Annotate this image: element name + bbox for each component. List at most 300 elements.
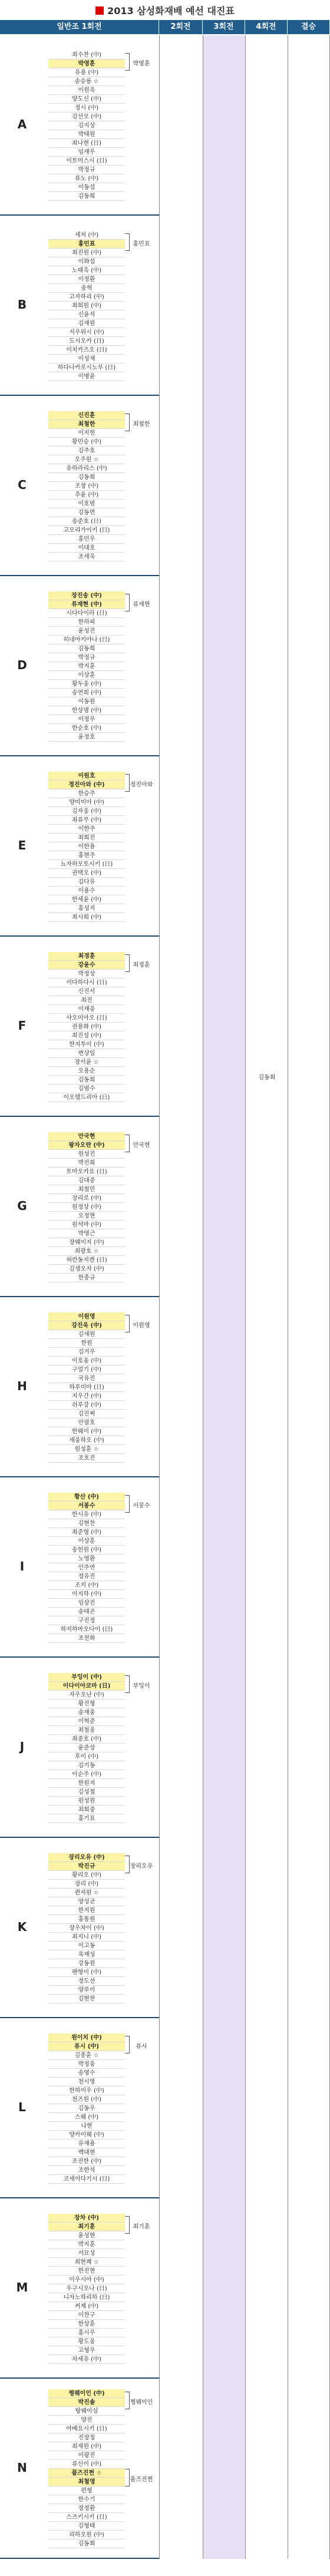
round2-winner: 최기훈 <box>133 2224 150 2230</box>
player-name[interactable]: 김현찬 <box>48 1519 125 1528</box>
column-band <box>245 1117 288 1297</box>
player-name[interactable]: 한수기 <box>48 2495 125 2504</box>
round2-winner: 최경훈 <box>133 962 150 968</box>
group-label: D <box>17 658 27 672</box>
column-band <box>159 1297 203 1477</box>
player-name[interactable]: 이재웅 <box>48 1005 125 1014</box>
player-name[interactable]: 이동섭 <box>48 183 125 192</box>
column-band <box>203 2379 245 2559</box>
player-name[interactable]: 신진훈 <box>48 411 125 420</box>
player-name[interactable]: 최광호 ☆ <box>48 1247 125 1256</box>
player-name[interactable]: 구진정 <box>48 1616 125 1625</box>
column-band <box>288 2379 330 2559</box>
player-name[interactable]: 정유진 <box>48 1572 125 1581</box>
player-name[interactable]: 송승룡 ☆ <box>48 77 125 86</box>
player-name[interactable]: 하다나카로시노부 (日) <box>48 363 125 372</box>
player-name[interactable]: 최재원 (中) <box>48 2442 125 2451</box>
player-name[interactable]: 양카이웨 (中) <box>48 2131 125 2139</box>
player-name[interactable]: 신진서 <box>48 987 125 996</box>
player-name[interactable]: 노태욱 (中) <box>48 266 125 275</box>
player-name[interactable]: 조호진 <box>48 1454 125 1463</box>
player-name[interactable]: 스웨 (中) <box>48 2113 125 2122</box>
player-name[interactable]: 편형 <box>48 2486 125 2495</box>
round2-winner: 장리오유 <box>130 1863 153 1870</box>
player-name[interactable]: 이원호 <box>48 772 125 781</box>
player-name[interactable]: 진장칭 <box>48 2433 125 2442</box>
player-name[interactable]: 서봉수 <box>48 1502 125 1510</box>
player-name[interactable]: 이정우 <box>48 715 125 724</box>
player-name[interactable]: 이토미스시 (日) <box>48 157 125 166</box>
group-label: F <box>18 1019 27 1033</box>
player-name[interactable]: 한시유 (中) <box>48 1510 125 1519</box>
player-name[interactable]: 황진형 <box>48 1699 125 1708</box>
round2-winner: 이원영 <box>133 1322 150 1329</box>
column-band <box>159 1477 203 1658</box>
player-name[interactable]: 황산 (中) <box>48 1493 125 1502</box>
player-name[interactable]: 안필호 <box>48 1418 125 1427</box>
player-name[interactable]: 육재성 <box>48 1950 125 1959</box>
bracket-group <box>0 1838 330 2018</box>
player-name[interactable]: 쉬루강 (中) <box>48 1401 125 1410</box>
player-name[interactable]: 황도웅 <box>48 2337 125 2346</box>
column-band <box>288 396 330 576</box>
column-band <box>159 1838 203 2018</box>
player-name[interactable]: 박정규 <box>48 166 125 174</box>
player-name[interactable]: 김세원 <box>48 1330 125 1339</box>
player-name[interactable]: 오주원 ☆ <box>48 455 125 464</box>
player-name[interactable]: 김범수 <box>48 1084 125 1093</box>
player-name[interactable]: 홍현주 <box>48 851 125 860</box>
player-name[interactable]: 최철민 <box>48 1185 125 1194</box>
player-name[interactable]: 박정규 <box>48 653 125 662</box>
player-name[interactable]: 김재원 <box>48 319 125 328</box>
player-name[interactable]: 시다다이라 (日) <box>48 609 125 618</box>
player-name[interactable]: 류재현 (中) <box>48 600 125 609</box>
player-name[interactable]: 송태곤 <box>48 1608 125 1616</box>
player-name[interactable]: 송재웅 <box>48 1708 125 1717</box>
player-name[interactable]: 아베요시키 (日) <box>48 2425 125 2433</box>
player-name[interactable]: 구얼기 (中) <box>48 1365 125 1374</box>
player-name[interactable]: 도시오카 (日) <box>48 337 125 346</box>
column-band <box>288 756 330 937</box>
column-band <box>288 2198 330 2379</box>
player-name[interactable]: 한종규 <box>48 1274 125 1282</box>
player-name[interactable]: 최류무 (中) <box>48 816 125 825</box>
player-name[interactable]: 이호범 <box>48 500 125 508</box>
column-band <box>288 576 330 756</box>
player-name[interactable]: 이정환 <box>48 275 125 284</box>
player-name[interactable]: 윤성진 <box>48 627 125 636</box>
player-name[interactable]: 박태원 <box>48 130 125 139</box>
player-name[interactable]: 나현 <box>48 2122 125 2131</box>
player-name[interactable]: 원성훈 ☆ <box>48 1445 125 1454</box>
player-name[interactable]: 김생오자 (中) <box>48 1265 125 1274</box>
round2-winner: 풀즈진쩐 <box>130 2476 153 2483</box>
player-name[interactable]: 왕자오란 (中) <box>48 1141 125 1150</box>
player-name[interactable]: 박진희 <box>48 1159 125 1168</box>
player-name[interactable]: 최지니 (中) <box>48 1933 125 1942</box>
bracket-group <box>0 35 330 216</box>
group-label: N <box>17 2461 27 2475</box>
player-name[interactable]: 이다이아코마 (日) <box>48 1682 125 1691</box>
player-name[interactable]: 최희원 (中) <box>48 302 125 310</box>
player-name[interactable]: 최중호 (中) <box>48 1735 125 1744</box>
player-name[interactable]: 양미미아 (中) <box>48 798 125 807</box>
player-name[interactable]: 퀸저원 ☆ <box>48 1889 125 1897</box>
column-band <box>203 756 245 937</box>
player-name[interactable]: 양진 <box>48 2416 125 2425</box>
player-name[interactable]: 장정환 <box>48 2504 125 2513</box>
player-name[interactable]: 이찬구 <box>48 2311 125 2320</box>
bracket-group <box>0 937 330 1117</box>
player-name[interactable]: 임상진 <box>48 1599 125 1608</box>
bracket-group <box>0 2198 330 2379</box>
player-name[interactable]: 이성재 <box>48 355 125 363</box>
player-name[interactable]: 정시 (中) <box>48 104 125 113</box>
bracket-group <box>0 216 330 396</box>
player-name[interactable]: 원석마 (中) <box>48 1221 125 1229</box>
player-name[interactable]: 김동희 <box>48 192 125 201</box>
player-name[interactable]: 조창 (中) <box>48 482 125 491</box>
player-name[interactable]: 이상훈 <box>48 1537 125 1546</box>
bracket-group <box>0 1297 330 1477</box>
player-name[interactable]: 토마오카요 (日) <box>48 1168 125 1176</box>
player-name[interactable]: 장차 (中) <box>48 2214 125 2223</box>
header-round3: 3회전 <box>203 20 245 34</box>
player-name[interactable]: 박진솔 <box>48 2398 125 2407</box>
player-name[interactable]: 최진성 (中) <box>48 1031 125 1040</box>
player-name[interactable]: 조세욱 <box>48 553 125 561</box>
player-name[interactable]: 이혁준 <box>48 1717 125 1726</box>
player-name[interactable]: 부잉이 (中) <box>48 1673 125 1682</box>
player-name[interactable]: 김진쩌 <box>48 1410 125 1418</box>
player-name[interactable]: 한승주 <box>48 789 125 798</box>
player-name[interactable]: 송영수 <box>48 2069 125 2078</box>
player-name[interactable]: 임재우 <box>48 148 125 157</box>
player-name[interactable]: 한하피 <box>48 618 125 627</box>
player-name[interactable]: 최진 <box>48 996 125 1005</box>
player-name[interactable]: 히네아키야나 (日) <box>48 636 125 644</box>
column-band <box>245 216 288 396</box>
player-name[interactable]: 이지하 (中) <box>48 1590 125 1599</box>
player-name[interactable]: 이호웅 (中) <box>48 1357 125 1365</box>
player-name[interactable]: 박영근 <box>48 1229 125 1238</box>
player-name[interactable]: 김기동 <box>48 1761 125 1770</box>
player-name[interactable]: 최철웅 <box>48 1726 125 1735</box>
player-name[interactable]: 추윤 (中) <box>48 491 125 500</box>
player-name[interactable]: 황민승 (中) <box>48 438 125 447</box>
player-name[interactable]: 한상명 (中) <box>48 706 125 715</box>
player-name[interactable]: 오정현 <box>48 1212 125 1221</box>
player-name[interactable]: 윤정호 <box>48 733 125 742</box>
player-name[interactable]: 이치카즈오 (日) <box>48 346 125 355</box>
player-name[interactable]: 송연희 (中) <box>48 689 125 697</box>
player-name[interactable]: 쩡웨이인 (中) <box>48 2389 125 2398</box>
player-name[interactable]: 코세이다기시 (日) <box>48 2175 125 2184</box>
player-name[interactable]: 커제 (中) <box>48 2302 125 2311</box>
player-name[interactable]: 서묘성 <box>48 2249 125 2258</box>
player-name[interactable]: 강윤수 <box>48 961 125 970</box>
player-name[interactable]: 김종훈 ☆ <box>48 2051 125 2060</box>
player-name[interactable]: 김동희 <box>48 644 125 653</box>
player-name[interactable]: 탕웨이싱 <box>48 2407 125 2416</box>
player-name[interactable]: 한세윤 (中) <box>48 895 125 904</box>
player-name[interactable]: 이화섭 <box>48 257 125 266</box>
player-name[interactable]: 차세유 (中) <box>48 2355 125 2364</box>
header-final: 결승 <box>288 20 330 34</box>
player-name[interactable]: 안국현 <box>48 1132 125 1141</box>
player-name[interactable]: 변상일 <box>48 1049 125 1058</box>
player-name[interactable]: 자우오난 (中) <box>48 1691 125 1699</box>
player-name[interactable]: 한웨이 (中) <box>48 1427 125 1436</box>
player-name[interactable]: 김대중 <box>48 1176 125 1185</box>
player-name[interactable]: 김선모 (中) <box>48 113 125 121</box>
player-name[interactable]: 이원영 <box>48 1312 125 1321</box>
bracket-group <box>0 2018 330 2198</box>
player-name[interactable]: 김지상 <box>48 121 125 130</box>
player-name[interactable]: 백대현 <box>48 2148 125 2157</box>
player-name[interactable]: 최시희 (中) <box>48 913 125 922</box>
player-name[interactable]: 장서윤 ☆ <box>48 1058 125 1067</box>
player-name[interactable]: 하지하마오다이 (日) <box>48 1625 125 1634</box>
header-round2: 2회전 <box>159 20 203 34</box>
player-name[interactable]: 송준호 (日) <box>48 517 125 526</box>
player-name[interactable]: 박정상 <box>48 970 125 978</box>
player-name[interactable]: 이상훈 <box>48 671 125 680</box>
player-name[interactable]: 김동우 <box>48 2104 125 2113</box>
player-name[interactable]: 권택오 (中) <box>48 869 125 878</box>
player-name[interactable]: 이고동 <box>48 1942 125 1950</box>
player-name[interactable]: 이병윤 <box>48 372 125 381</box>
player-name[interactable]: 팬형이 (中) <box>48 1968 125 1977</box>
player-name[interactable]: 김주호 <box>48 447 125 455</box>
player-name[interactable]: 이우시아 (中) <box>48 2276 125 2284</box>
player-name[interactable]: 류노 (中) <box>48 174 125 183</box>
player-name[interactable]: 조지 (中) <box>48 1581 125 1590</box>
player-name[interactable]: 인주연 <box>48 1563 125 1572</box>
player-name[interactable]: 장리오유 (中) <box>48 1853 125 1862</box>
player-name[interactable]: 유재용 <box>48 2139 125 2148</box>
player-name[interactable]: 이용수 <box>48 887 125 895</box>
round2-winner: 최철한 <box>133 421 150 428</box>
player-name[interactable]: 박영훈 <box>48 59 125 68</box>
header-round1: 일반조 1회전 <box>0 20 159 34</box>
column-band <box>245 576 288 756</box>
player-name[interactable]: 이한용 <box>48 842 125 851</box>
player-name[interactable]: 이지헌 <box>48 429 125 438</box>
player-name[interactable]: 김다유 <box>48 878 125 887</box>
player-name[interactable]: 송헌원 (中) <box>48 1546 125 1555</box>
player-name[interactable]: 김성철 <box>48 1788 125 1797</box>
column-band <box>288 1117 330 1297</box>
player-name[interactable]: 이한주 <box>48 825 125 834</box>
player-name[interactable]: 이대호 <box>48 544 125 553</box>
player-name[interactable]: 풀즈진쩐 ☆ <box>48 2469 125 2478</box>
player-name[interactable]: 이다하다시 (日) <box>48 978 125 987</box>
player-name[interactable]: 한상훈 <box>48 2320 125 2329</box>
player-name[interactable]: 리하오원 (中) <box>48 2531 125 2539</box>
player-name[interactable]: 세웅하오 (中) <box>48 1436 125 1445</box>
round2-winner: 류재현 <box>133 601 150 608</box>
player-name[interactable]: 한순호 (中) <box>48 724 125 733</box>
player-name[interactable]: 박지훈 <box>48 2240 125 2249</box>
player-name[interactable]: 뇨자하모토시키 (日) <box>48 860 125 869</box>
column-band <box>203 2018 245 2198</box>
player-name[interactable]: 양도신 (中) <box>48 95 125 104</box>
player-name[interactable]: 고자하리 (中) <box>48 293 125 302</box>
player-name[interactable]: 장진송 (中) <box>48 591 125 600</box>
player-name[interactable]: 윤준상 <box>48 1744 125 1752</box>
group-label: A <box>17 117 27 131</box>
column-band <box>159 1117 203 1297</box>
column-band <box>203 1658 245 1838</box>
player-name[interactable]: 김형태 <box>48 2522 125 2531</box>
player-name[interactable]: 홍민우 <box>48 535 125 544</box>
player-name[interactable]: 조천화 <box>48 1634 125 1643</box>
player-name[interactable]: 이오텔드리아 (日) <box>48 1093 125 1102</box>
player-name[interactable]: 스즈키시키 (日) <box>48 2513 125 2522</box>
player-name[interactable]: 이동원 <box>48 697 125 706</box>
player-name[interactable]: 최희중 <box>48 1805 125 1814</box>
player-name[interactable]: 우구시오나 (日) <box>48 2284 125 2293</box>
player-name[interactable]: 국유진 <box>48 1374 125 1383</box>
player-name[interactable]: 원정상 (中) <box>48 1203 125 1212</box>
column-band <box>245 1477 288 1658</box>
player-name[interactable]: 조진한 (中) <box>48 2157 125 2166</box>
player-name[interactable]: 최현쾌 ☆ <box>48 2258 125 2267</box>
player-name[interactable]: 샤오미아오 (日) <box>48 1014 125 1023</box>
player-name[interactable]: 김동회 <box>48 2539 125 2548</box>
bracket-group <box>0 2379 330 2559</box>
player-name[interactable]: 장리로 (中) <box>48 1194 125 1203</box>
column-band <box>245 2018 288 2198</box>
player-name[interactable]: 홍시우 <box>48 2329 125 2337</box>
player-name[interactable]: 김자웅 (中) <box>48 807 125 816</box>
player-name[interactable]: 양루이 <box>48 1986 125 1995</box>
player-name[interactable]: 천즈원 (中) <box>48 2095 125 2104</box>
player-name[interactable]: 세처 (中) <box>48 231 125 240</box>
player-name[interactable]: 최준형 (中) <box>48 1528 125 1537</box>
player-name[interactable]: 최경훈 <box>48 952 125 961</box>
player-name[interactable]: 저우위시 (中) <box>48 328 125 337</box>
player-name[interactable]: 한지원 <box>48 1906 125 1915</box>
player-name[interactable]: 류신이 (中) <box>48 2460 125 2469</box>
red-square-icon <box>95 6 104 15</box>
column-band <box>245 2379 288 2559</box>
player-name[interactable]: 권용화 (中) <box>48 1023 125 1031</box>
player-name[interactable]: 고형우 <box>48 2346 125 2355</box>
player-name[interactable]: 황두웅 (中) <box>48 680 125 689</box>
player-name[interactable]: 홍성지 <box>48 904 125 913</box>
player-name[interactable]: 홍기표 <box>48 1814 125 1823</box>
column-band <box>203 35 245 216</box>
player-name[interactable]: 양성균 <box>48 1897 125 1906</box>
player-name[interactable]: 하루미마 (日) <box>48 1383 125 1392</box>
player-name[interactable]: 이원욱 <box>48 86 125 95</box>
column-band <box>159 396 203 576</box>
player-name[interactable]: 윤성현 <box>48 2231 125 2240</box>
player-name[interactable]: 김현찬 <box>48 1995 125 2003</box>
group-label: I <box>19 1559 25 1573</box>
title-text: 2013 삼성화재배 예선 대진표 <box>107 5 235 16</box>
player-name[interactable]: 최철한 <box>48 420 125 429</box>
column-band <box>245 1838 288 2018</box>
player-name[interactable]: 김동면 <box>48 508 125 517</box>
player-name[interactable]: 원성진 <box>48 1150 125 1159</box>
header-round4: 4회전 <box>245 20 288 34</box>
round2-winner: 쩡웨이인 <box>130 2399 153 2406</box>
player-name[interactable]: 홍통원 <box>48 1915 125 1924</box>
player-name[interactable]: 지우간 (中) <box>48 1392 125 1401</box>
player-name[interactable]: 홍민표 <box>48 240 125 249</box>
player-name[interactable]: 최진원 (中) <box>48 249 125 257</box>
player-name[interactable]: 신윤석 <box>48 310 125 319</box>
player-name[interactable]: 최수찬 (中) <box>48 51 125 59</box>
player-name[interactable]: 노영환 <box>48 1555 125 1563</box>
player-name[interactable]: 장리 (中) <box>48 1880 125 1889</box>
player-name[interactable]: 한지투이 (中) <box>48 1040 125 1049</box>
player-name[interactable]: 최희진 <box>48 834 125 842</box>
player-name[interactable]: 정도선 <box>48 1977 125 1986</box>
column-band <box>159 2198 203 2379</box>
player-name[interactable]: 최기훈 <box>48 2223 125 2231</box>
player-name[interactable]: 한하이우 (中) <box>48 2086 125 2095</box>
player-name[interactable]: 고모리가이키 (日) <box>48 526 125 535</box>
group-label: M <box>16 2280 28 2294</box>
player-name[interactable]: 강진욱 (中) <box>48 1321 125 1330</box>
player-name[interactable]: 한진현 <box>48 2267 125 2276</box>
player-name[interactable]: 최나현 (日) <box>48 139 125 148</box>
player-name[interactable]: 유하라리스 (中) <box>48 464 125 473</box>
column-band <box>159 756 203 937</box>
player-name[interactable]: 류시 (中) <box>48 2042 125 2051</box>
player-name[interactable]: 후이 (中) <box>48 1752 125 1761</box>
player-name[interactable]: 이광진 <box>48 2451 125 2460</box>
bracket-group <box>0 1658 330 1838</box>
column-band <box>245 396 288 576</box>
column-band <box>203 396 245 576</box>
player-name[interactable]: 원성원 <box>48 1797 125 1805</box>
player-name[interactable]: 한원지 <box>48 1779 125 1788</box>
final-winner: 김동회 <box>258 1074 276 1081</box>
player-name[interactable]: 강동원 <box>48 1959 125 1968</box>
player-name[interactable]: 니자노하리하 (日) <box>48 2293 125 2302</box>
player-name[interactable]: 박지훈 <box>48 662 125 671</box>
player-name[interactable]: 조한석 <box>48 2166 125 2175</box>
player-name[interactable]: 김거우 <box>48 1348 125 1357</box>
player-name[interactable]: 장웨이지 (中) <box>48 1238 125 1247</box>
player-name[interactable]: 박진규 <box>48 1862 125 1871</box>
player-name[interactable]: 천시영 <box>48 2078 125 2086</box>
column-band <box>245 937 288 1117</box>
player-name[interactable]: 장우차이 (中) <box>48 1924 125 1933</box>
player-name[interactable]: 송혁 <box>48 284 125 293</box>
player-name[interactable]: 정진아와 (中) <box>48 781 125 789</box>
player-name[interactable]: 이순주 (中) <box>48 1770 125 1779</box>
player-name[interactable]: 박정웅 <box>48 2060 125 2069</box>
player-name[interactable]: 황리오 (中) <box>48 1871 125 1880</box>
group-label: G <box>17 1199 27 1213</box>
player-name[interactable]: 김동희 <box>48 473 125 482</box>
player-name[interactable]: 유용 (中) <box>48 68 125 77</box>
player-name[interactable]: 김동희 <box>48 1076 125 1084</box>
player-name[interactable]: 한원 <box>48 1339 125 1348</box>
player-name[interactable]: 허칸동지켄 (日) <box>48 1256 125 1265</box>
round2-winner: 안국현 <box>133 1142 150 1149</box>
player-name[interactable]: 오용순 <box>48 1067 125 1076</box>
player-name[interactable]: 원이치 (中) <box>48 2033 125 2042</box>
player-name[interactable]: 최철영 <box>48 2478 125 2486</box>
